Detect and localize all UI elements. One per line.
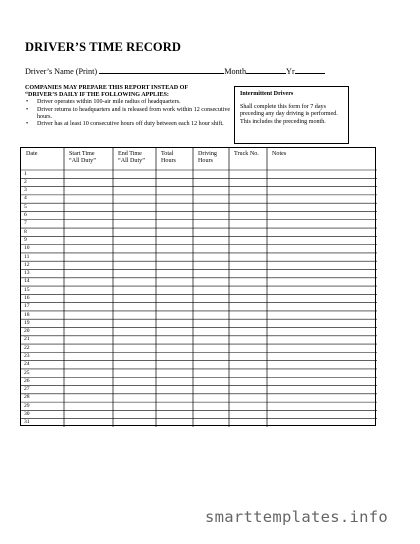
month-label: Month bbox=[224, 67, 247, 76]
watermark: smarttemplates.info bbox=[205, 508, 389, 526]
row-number: 23 bbox=[24, 352, 30, 359]
condition-text: Driver operates within 100-air mile radius of headquarters. bbox=[37, 99, 181, 106]
companies-heading-1: COMPANIES MAY PREPARE THIS REPORT INSTEAD OF bbox=[25, 85, 189, 91]
condition-item bbox=[25, 107, 235, 121]
condition-item bbox=[25, 121, 235, 128]
year-field[interactable] bbox=[295, 65, 325, 74]
condition-text: Driver returns to headquarters and is released from work within 12 consecutive hours. bbox=[37, 106, 231, 120]
column-header bbox=[118, 151, 145, 165]
row-number: 26 bbox=[24, 377, 30, 384]
column-header-line1: Truck No. bbox=[234, 151, 259, 157]
column-header-line1: Driving bbox=[198, 151, 217, 157]
row-number: 31 bbox=[24, 419, 30, 426]
row-number: 6 bbox=[24, 212, 27, 219]
bullet-icon: • bbox=[26, 121, 29, 128]
row-number: 22 bbox=[24, 344, 30, 351]
column-header bbox=[272, 151, 286, 158]
row-number: 27 bbox=[24, 386, 30, 393]
intermittent-heading: Intermittent Drivers bbox=[240, 91, 294, 97]
row-number: 5 bbox=[24, 203, 27, 210]
row-number: 24 bbox=[24, 361, 30, 368]
column-header bbox=[26, 151, 38, 158]
row-number: 21 bbox=[24, 336, 30, 343]
row-number: 29 bbox=[24, 402, 30, 409]
row-number: 4 bbox=[24, 195, 27, 202]
row-number: 3 bbox=[24, 187, 27, 194]
row-number: 2 bbox=[24, 178, 27, 185]
column-header-line2: “All Duty” bbox=[118, 158, 145, 164]
column-header bbox=[198, 151, 217, 165]
row-number: 28 bbox=[24, 394, 30, 401]
row-number: 25 bbox=[24, 369, 30, 376]
bullet-icon: • bbox=[26, 106, 29, 113]
column-header bbox=[69, 151, 96, 165]
year-label: Yr bbox=[286, 67, 295, 76]
row-number: 7 bbox=[24, 220, 27, 227]
row-number: 1 bbox=[24, 170, 27, 177]
companies-conditions bbox=[25, 85, 235, 128]
driver-name-field[interactable] bbox=[99, 65, 224, 74]
row-number: 30 bbox=[24, 411, 30, 418]
column-header-line2: Hours bbox=[198, 158, 213, 164]
column-header-line1: Total bbox=[161, 151, 174, 157]
companies-heading-2: “DRIVER’S DAILY IF THE FOLLOWING APPLIES: bbox=[25, 92, 169, 99]
driver-name-line bbox=[25, 65, 325, 76]
column-header-line1: Start Time bbox=[69, 151, 95, 157]
column-header-line2: “All Duty” bbox=[69, 158, 96, 164]
row-number: 18 bbox=[24, 311, 30, 318]
row-number: 19 bbox=[24, 319, 30, 326]
condition-text: Driver has at least 10 consecutive hours off duty between each 12 hour shift. bbox=[37, 121, 224, 128]
bullet-icon: • bbox=[26, 99, 29, 106]
row-number: 14 bbox=[24, 278, 30, 285]
intermittent-drivers-box bbox=[234, 86, 349, 144]
row-number: 13 bbox=[24, 270, 30, 277]
condition-item bbox=[25, 99, 235, 106]
row-number: 11 bbox=[24, 253, 30, 260]
column-header-line2: Hours bbox=[161, 158, 176, 164]
intermittent-text: Shall complete this form for 7 days preceding any day driving is performed. This includes the preceding month. bbox=[240, 104, 338, 125]
row-number: 15 bbox=[24, 286, 30, 293]
row-number: 16 bbox=[24, 294, 30, 301]
conditions-list bbox=[25, 99, 235, 128]
column-header-line1: Notes bbox=[272, 151, 287, 157]
row-number: 8 bbox=[24, 228, 27, 235]
row-number: 20 bbox=[24, 328, 30, 335]
column-header-line1: Date bbox=[26, 151, 38, 157]
time-record-table bbox=[20, 147, 376, 426]
column-header bbox=[234, 151, 259, 158]
row-number: 17 bbox=[24, 303, 30, 310]
column-header bbox=[161, 151, 176, 165]
month-field[interactable] bbox=[246, 65, 286, 74]
driver-name-label: Driver’s Name (Print) bbox=[25, 67, 98, 76]
row-number: 9 bbox=[24, 236, 27, 243]
row-number: 10 bbox=[24, 245, 30, 252]
table-grid bbox=[21, 148, 377, 427]
page-title: DRIVER’S TIME RECORD bbox=[25, 40, 181, 54]
row-number: 12 bbox=[24, 261, 30, 268]
column-header-line1: End Time bbox=[118, 151, 142, 157]
